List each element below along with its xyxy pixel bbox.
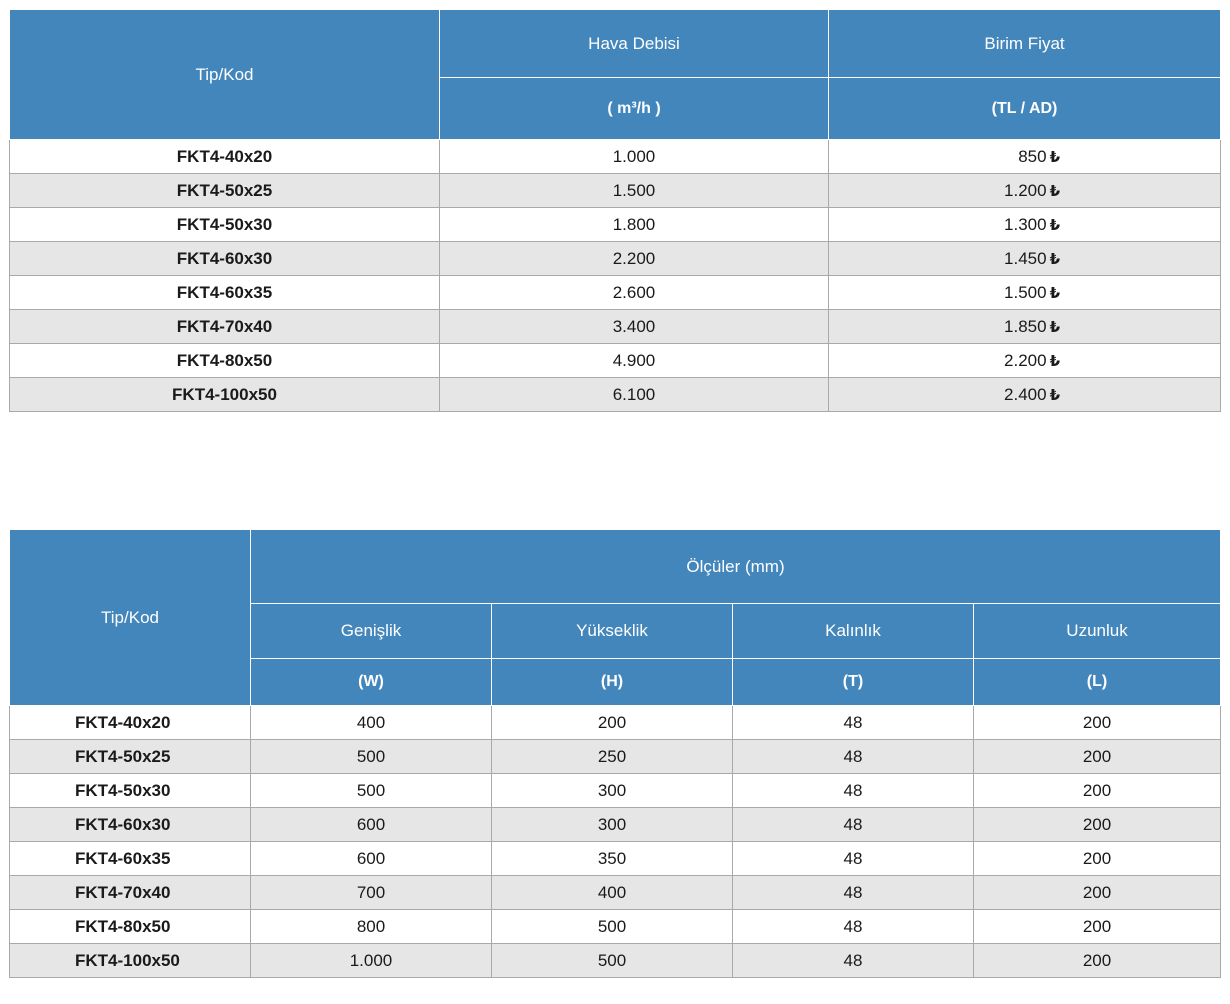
row-height: 350 [492, 842, 733, 876]
header-air-flow: Hava Debisi [440, 10, 829, 78]
row-code: FKT4-40x20 [10, 706, 251, 740]
row-thickness: 48 [733, 910, 974, 944]
row-flow: 6.100 [440, 378, 829, 412]
row-code: FKT4-80x50 [10, 344, 440, 378]
row-flow: 4.900 [440, 344, 829, 378]
lira-icon: ₺ [1049, 250, 1060, 268]
row-length: 200 [974, 774, 1221, 808]
row-height: 400 [492, 876, 733, 910]
row-code: FKT4-80x50 [10, 910, 251, 944]
table-row [10, 344, 1221, 378]
row-code: FKT4-50x30 [10, 774, 251, 808]
row-code: FKT4-60x35 [10, 276, 440, 310]
row-code: FKT4-70x40 [10, 876, 251, 910]
row-length: 200 [974, 706, 1221, 740]
header-thickness-unit: (T) [733, 659, 974, 706]
table-row [10, 208, 1221, 242]
row-width: 600 [251, 808, 492, 842]
table-row [10, 842, 1221, 876]
row-length: 200 [974, 808, 1221, 842]
row-height: 300 [492, 774, 733, 808]
row-code: FKT4-50x30 [10, 208, 440, 242]
row-length: 200 [974, 944, 1221, 978]
row-length: 200 [974, 842, 1221, 876]
header-thickness: Kalınlık [733, 604, 974, 659]
price-value: 2.200 [1004, 350, 1047, 370]
lira-icon: ₺ [1049, 352, 1060, 370]
table-row [10, 706, 1221, 740]
table-row [10, 944, 1221, 978]
table-row [10, 276, 1221, 310]
row-price [829, 344, 1221, 378]
header-unit-price: Birim Fiyat [829, 10, 1221, 78]
table-row [10, 774, 1221, 808]
row-flow: 2.600 [440, 276, 829, 310]
price-table [9, 9, 1221, 412]
row-flow: 1.000 [440, 140, 829, 174]
row-code: FKT4-60x35 [10, 842, 251, 876]
header-length-unit: (L) [974, 659, 1221, 706]
row-width: 500 [251, 740, 492, 774]
header-length: Uzunluk [974, 604, 1221, 659]
row-width: 600 [251, 842, 492, 876]
header-height-unit: (H) [492, 659, 733, 706]
lira-icon: ₺ [1049, 284, 1060, 302]
row-code: FKT4-50x25 [10, 174, 440, 208]
table-row [10, 808, 1221, 842]
row-length: 200 [974, 910, 1221, 944]
lira-icon: ₺ [1049, 148, 1060, 166]
row-code: FKT4-70x40 [10, 310, 440, 344]
table-row [10, 242, 1221, 276]
row-width: 1.000 [251, 944, 492, 978]
row-thickness: 48 [733, 842, 974, 876]
table-row [10, 140, 1221, 174]
row-thickness: 48 [733, 774, 974, 808]
row-height: 250 [492, 740, 733, 774]
header-code: Tip/Kod [10, 10, 440, 140]
header-code: Tip/Kod [10, 530, 251, 706]
header-width: Genişlik [251, 604, 492, 659]
row-price [829, 208, 1221, 242]
row-height: 300 [492, 808, 733, 842]
header-air-flow-unit: ( m³/h ) [440, 78, 829, 140]
row-height: 500 [492, 910, 733, 944]
row-height: 200 [492, 706, 733, 740]
row-thickness: 48 [733, 706, 974, 740]
row-price [829, 276, 1221, 310]
row-price [829, 140, 1221, 174]
row-code: FKT4-60x30 [10, 242, 440, 276]
price-value: 2.400 [1004, 384, 1047, 404]
lira-icon: ₺ [1049, 182, 1060, 200]
row-flow: 1.800 [440, 208, 829, 242]
header-width-unit: (W) [251, 659, 492, 706]
header-unit-price-unit: (TL / AD) [829, 78, 1221, 140]
row-flow: 3.400 [440, 310, 829, 344]
price-value: 1.200 [1004, 180, 1047, 200]
price-value: 1.850 [1004, 316, 1047, 336]
row-flow: 2.200 [440, 242, 829, 276]
header-dimensions: Ölçüler (mm) [251, 530, 1221, 604]
row-code: FKT4-100x50 [10, 378, 440, 412]
row-thickness: 48 [733, 808, 974, 842]
row-height: 500 [492, 944, 733, 978]
price-value: 1.450 [1004, 248, 1047, 268]
row-width: 400 [251, 706, 492, 740]
row-length: 200 [974, 740, 1221, 774]
row-length: 200 [974, 876, 1221, 910]
row-code: FKT4-100x50 [10, 944, 251, 978]
row-price [829, 378, 1221, 412]
lira-icon: ₺ [1049, 318, 1060, 336]
row-code: FKT4-50x25 [10, 740, 251, 774]
price-value: 850 [1018, 146, 1047, 166]
row-price [829, 242, 1221, 276]
table-row [10, 910, 1221, 944]
table-row [10, 740, 1221, 774]
row-code: FKT4-40x20 [10, 140, 440, 174]
header-height: Yükseklik [492, 604, 733, 659]
lira-icon: ₺ [1049, 386, 1060, 404]
row-price [829, 174, 1221, 208]
row-width: 800 [251, 910, 492, 944]
row-price [829, 310, 1221, 344]
dimensions-table [9, 529, 1221, 978]
row-width: 500 [251, 774, 492, 808]
price-value: 1.500 [1004, 282, 1047, 302]
table-row [10, 174, 1221, 208]
row-thickness: 48 [733, 876, 974, 910]
row-width: 700 [251, 876, 492, 910]
price-value: 1.300 [1004, 214, 1047, 234]
row-code: FKT4-60x30 [10, 808, 251, 842]
row-thickness: 48 [733, 944, 974, 978]
lira-icon: ₺ [1049, 216, 1060, 234]
row-flow: 1.500 [440, 174, 829, 208]
row-thickness: 48 [733, 740, 974, 774]
table-row [10, 378, 1221, 412]
table-row [10, 310, 1221, 344]
table-row [10, 876, 1221, 910]
